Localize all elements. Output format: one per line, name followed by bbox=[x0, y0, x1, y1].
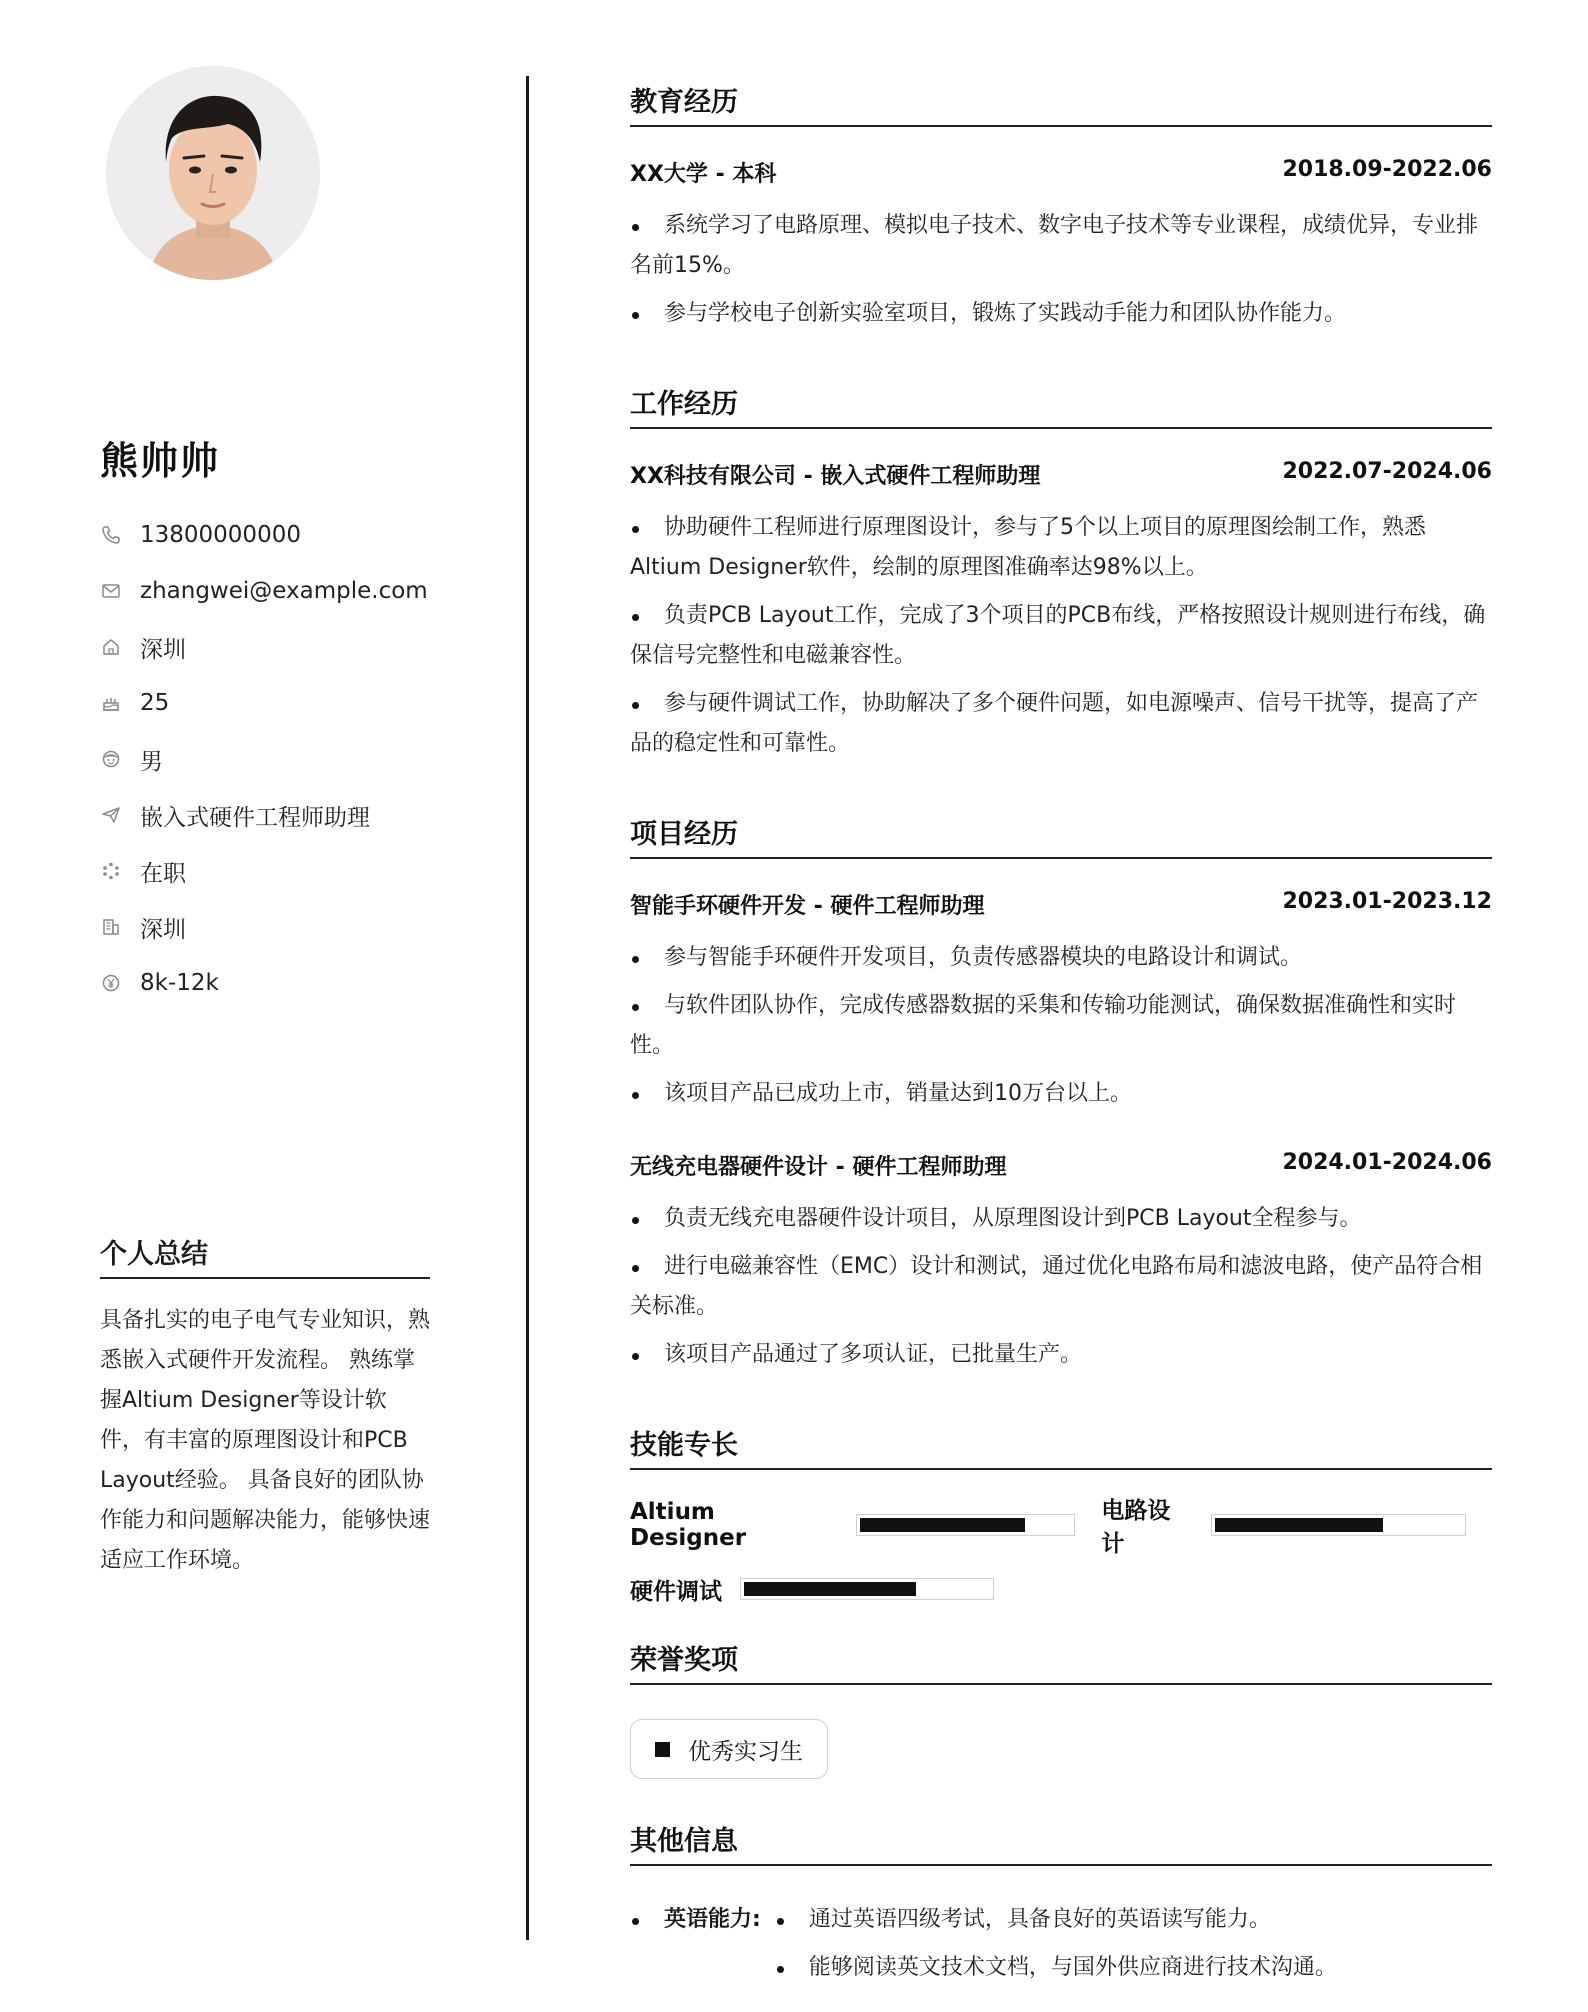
skills-section bbox=[630, 1423, 1492, 1604]
info-phone bbox=[100, 507, 430, 563]
salary-value: 8k-12k bbox=[140, 970, 219, 996]
skill-item bbox=[630, 1499, 1075, 1551]
info-email bbox=[100, 563, 430, 619]
english-label: 英语能力: bbox=[630, 1900, 761, 1988]
loading-icon bbox=[100, 860, 122, 882]
list-item: 该项目产品已成功上市，销量达到10万台以上。 bbox=[630, 1074, 1492, 1114]
work-bullets bbox=[630, 508, 1492, 764]
yen-icon bbox=[100, 972, 122, 994]
gender-value: 男 bbox=[140, 748, 163, 775]
list-item: 协助硬件工程师进行原理图设计，参与了5个以上项目的原理图绘制工作，熟悉Altium Designer软件，绘制的原理图准确率达98%以上。 bbox=[630, 508, 1492, 588]
age-value: 25 bbox=[140, 690, 170, 716]
list-item: 参与硬件调试工作，协助解决了多个硬件问题，如电源噪声、信号干扰等，提高了产品的稳定性和可靠性。 bbox=[630, 684, 1492, 764]
skill-row bbox=[630, 1498, 1492, 1557]
phone-icon bbox=[100, 524, 122, 546]
other-section bbox=[630, 1819, 1492, 1988]
info-location bbox=[100, 619, 430, 675]
skill-fill bbox=[860, 1518, 1025, 1532]
mail-icon bbox=[100, 580, 122, 602]
list-item: 该项目产品通过了多项认证，已批量生产。 bbox=[630, 1335, 1492, 1375]
send-icon bbox=[100, 804, 122, 826]
project-name: 智能手环硬件开发 - 硬件工程师助理 bbox=[630, 894, 985, 919]
award-badge bbox=[630, 1719, 828, 1779]
project-header bbox=[630, 1150, 1492, 1181]
skill-name: 硬件调试 bbox=[630, 1578, 722, 1605]
skills-list bbox=[630, 1498, 1492, 1605]
avatar-portrait bbox=[106, 66, 320, 280]
summary-text: 具备扎实的电子电气专业知识，熟悉嵌入式硬件开发流程。 熟练掌握Altium Designer等设计软件，有丰富的原理图设计和PCB Layout经验。 具备良好的团队协作能力和问题解决能力，能够快速适应工作环境。 bbox=[100, 1308, 431, 1573]
english-bullets bbox=[775, 1900, 1337, 1988]
education-header bbox=[630, 157, 1492, 188]
personal-summary bbox=[100, 1232, 430, 1581]
avatar bbox=[106, 66, 320, 280]
skill-bar bbox=[1211, 1514, 1466, 1536]
other-title: 其他信息 bbox=[630, 1819, 1492, 1866]
status-value: 在职 bbox=[140, 860, 186, 887]
work-company: XX科技有限公司 - 嵌入式硬件工程师助理 bbox=[630, 464, 1041, 489]
work-title: 工作经历 bbox=[630, 382, 1492, 429]
work-section bbox=[630, 382, 1492, 764]
skill-item bbox=[630, 1573, 994, 1606]
skill-fill bbox=[744, 1582, 916, 1596]
project-bullets bbox=[630, 938, 1492, 1114]
list-item: 负责无线充电器硬件设计项目，从原理图设计到PCB Layout全程参与。 bbox=[630, 1199, 1492, 1239]
project-period: 2023.01-2023.12 bbox=[1282, 889, 1492, 914]
project-header bbox=[630, 889, 1492, 920]
home-icon bbox=[100, 636, 122, 658]
skill-name: 电路设计 bbox=[1101, 1498, 1171, 1557]
skill-row bbox=[630, 1574, 1492, 1604]
column-divider bbox=[526, 76, 529, 1940]
skill-bar bbox=[740, 1578, 994, 1600]
main-content bbox=[630, 80, 1492, 1988]
face-icon bbox=[100, 748, 122, 770]
skill-item bbox=[1101, 1492, 1466, 1558]
list-item: 系统学习了电路原理、模拟电子技术、数字电子技术等专业课程，成绩优异，专业排名前15%。 bbox=[630, 206, 1492, 286]
projects-title: 项目经历 bbox=[630, 812, 1492, 859]
list-item: 负责PCB Layout工作，完成了3个项目的PCB布线，严格按照设计规则进行布线，确保信号完整性和电磁兼容性。 bbox=[630, 596, 1492, 676]
list-item: 参与学校电子创新实验室项目，锻炼了实践动手能力和团队协作能力。 bbox=[630, 294, 1492, 334]
square-icon bbox=[655, 1742, 670, 1757]
info-salary bbox=[100, 955, 430, 1011]
project-period: 2024.01-2024.06 bbox=[1282, 1150, 1492, 1175]
job-target-value: 嵌入式硬件工程师助理 bbox=[140, 804, 370, 831]
info-job-target bbox=[100, 787, 430, 843]
info-target-city bbox=[100, 899, 430, 955]
location-value: 深圳 bbox=[140, 636, 186, 663]
info-status bbox=[100, 843, 430, 899]
education-school: XX大学 - 本科 bbox=[630, 162, 777, 187]
info-gender bbox=[100, 731, 430, 787]
email-value: zhangwei@example.com bbox=[140, 578, 428, 604]
info-age bbox=[100, 675, 430, 731]
list-item: 参与智能手环硬件开发项目，负责传感器模块的电路设计和调试。 bbox=[630, 938, 1492, 978]
target-city-value: 深圳 bbox=[140, 916, 186, 943]
phone-value: 13800000000 bbox=[140, 522, 301, 548]
other-item bbox=[630, 1900, 1492, 1988]
skill-bar bbox=[856, 1514, 1075, 1536]
projects-section bbox=[630, 812, 1492, 1375]
award-name: 优秀实习生 bbox=[688, 1738, 803, 1765]
project-name: 无线充电器硬件设计 - 硬件工程师助理 bbox=[630, 1155, 1007, 1180]
sidebar bbox=[100, 66, 430, 1011]
skill-name: Altium Designer bbox=[630, 1499, 747, 1551]
work-header bbox=[630, 459, 1492, 490]
summary-title: 个人总结 bbox=[100, 1232, 430, 1279]
awards-section bbox=[630, 1638, 1492, 1779]
education-period: 2018.09-2022.06 bbox=[1282, 157, 1492, 182]
list-item: 通过英语四级考试，具备良好的英语读写能力。 bbox=[775, 1900, 1337, 1940]
education-section bbox=[630, 80, 1492, 334]
candidate-name: 熊帅帅 bbox=[100, 439, 221, 483]
list-item: 进行电磁兼容性（EMC）设计和测试，通过优化电路布局和滤波电路，使产品符合相关标准。 bbox=[630, 1247, 1492, 1327]
skills-title: 技能专长 bbox=[630, 1423, 1492, 1470]
awards-title: 荣誉奖项 bbox=[630, 1638, 1492, 1685]
contact-info-list bbox=[100, 507, 430, 1011]
list-item: 与软件团队协作，完成传感器数据的采集和传输功能测试，确保数据准确性和实时性。 bbox=[630, 986, 1492, 1066]
list-item: 能够阅读英文技术文档，与国外供应商进行技术沟通。 bbox=[775, 1948, 1337, 1988]
building-icon bbox=[100, 916, 122, 938]
work-period: 2022.07-2024.06 bbox=[1282, 459, 1492, 484]
project-bullets bbox=[630, 1199, 1492, 1375]
cake-icon bbox=[100, 692, 122, 714]
skill-fill bbox=[1215, 1518, 1383, 1532]
education-title: 教育经历 bbox=[630, 80, 1492, 127]
education-bullets bbox=[630, 206, 1492, 334]
